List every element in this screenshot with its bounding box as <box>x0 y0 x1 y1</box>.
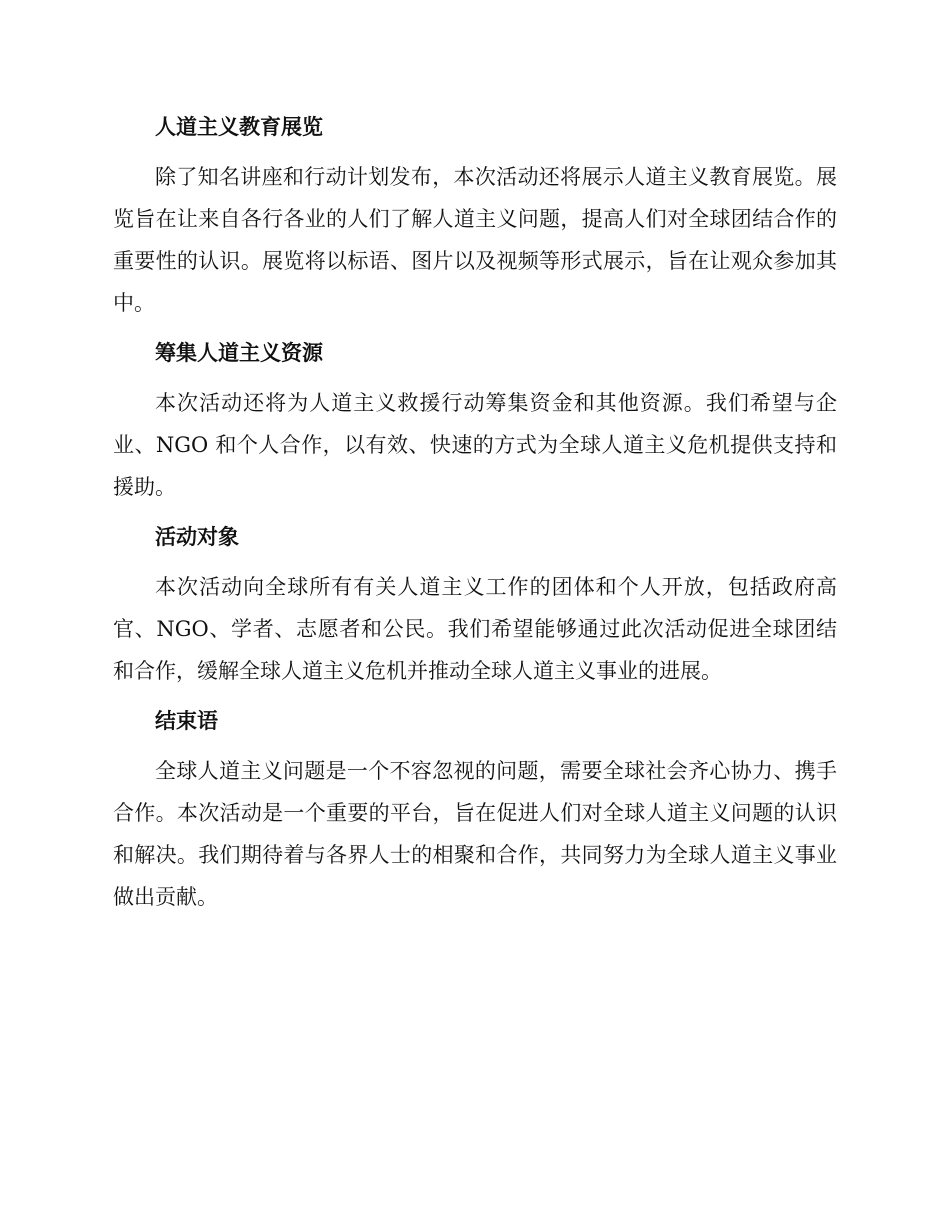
section-paragraph: 全球人道主义问题是一个不容忽视的问题，需要全球社会齐心协力、携手合作。本次活动是一个重要的平台，旨在促进人们对全球人道主义问题的认识和解决。我们期待着与各界人士的相聚和合作，共同努力为全球人道主义事业做出贡献。 <box>113 759 837 909</box>
section-paragraph: 本次活动向全球所有有关人道主义工作的团体和个人开放，包括政府高官、NGO、学者、志愿者和公民。我们希望能够通过此次活动促进全球团结和合作，缓解全球人道主义危机并推动全球人道主义事业的进展。 <box>113 575 837 683</box>
section-paragraph: 本次活动还将为人道主义救援行动筹集资金和其他资源。我们希望与企业、NGO 和个人合作，以有效、快速的方式为全球人道主义危机提供支持和援助。 <box>113 391 837 499</box>
document-page <box>113 110 837 930</box>
section-heading: 筹集人道主义资源 <box>155 340 323 365</box>
section-heading: 活动对象 <box>155 524 239 549</box>
section-raise-resources <box>113 336 837 508</box>
section-paragraph: 除了知名讲座和行动计划发布，本次活动还将展示人道主义教育展览。展览旨在让来自各行各业的人们了解人道主义问题，提高人们对全球团结合作的重要性的认识。展览将以标语、图片以及视频等形式展示，旨在让观众参加其中。 <box>113 165 837 315</box>
section-heading: 人道主义教育展览 <box>155 114 323 139</box>
section-audience <box>113 520 837 692</box>
section-education-exhibition <box>113 110 837 324</box>
section-conclusion <box>113 704 837 918</box>
section-heading: 结束语 <box>155 708 218 733</box>
